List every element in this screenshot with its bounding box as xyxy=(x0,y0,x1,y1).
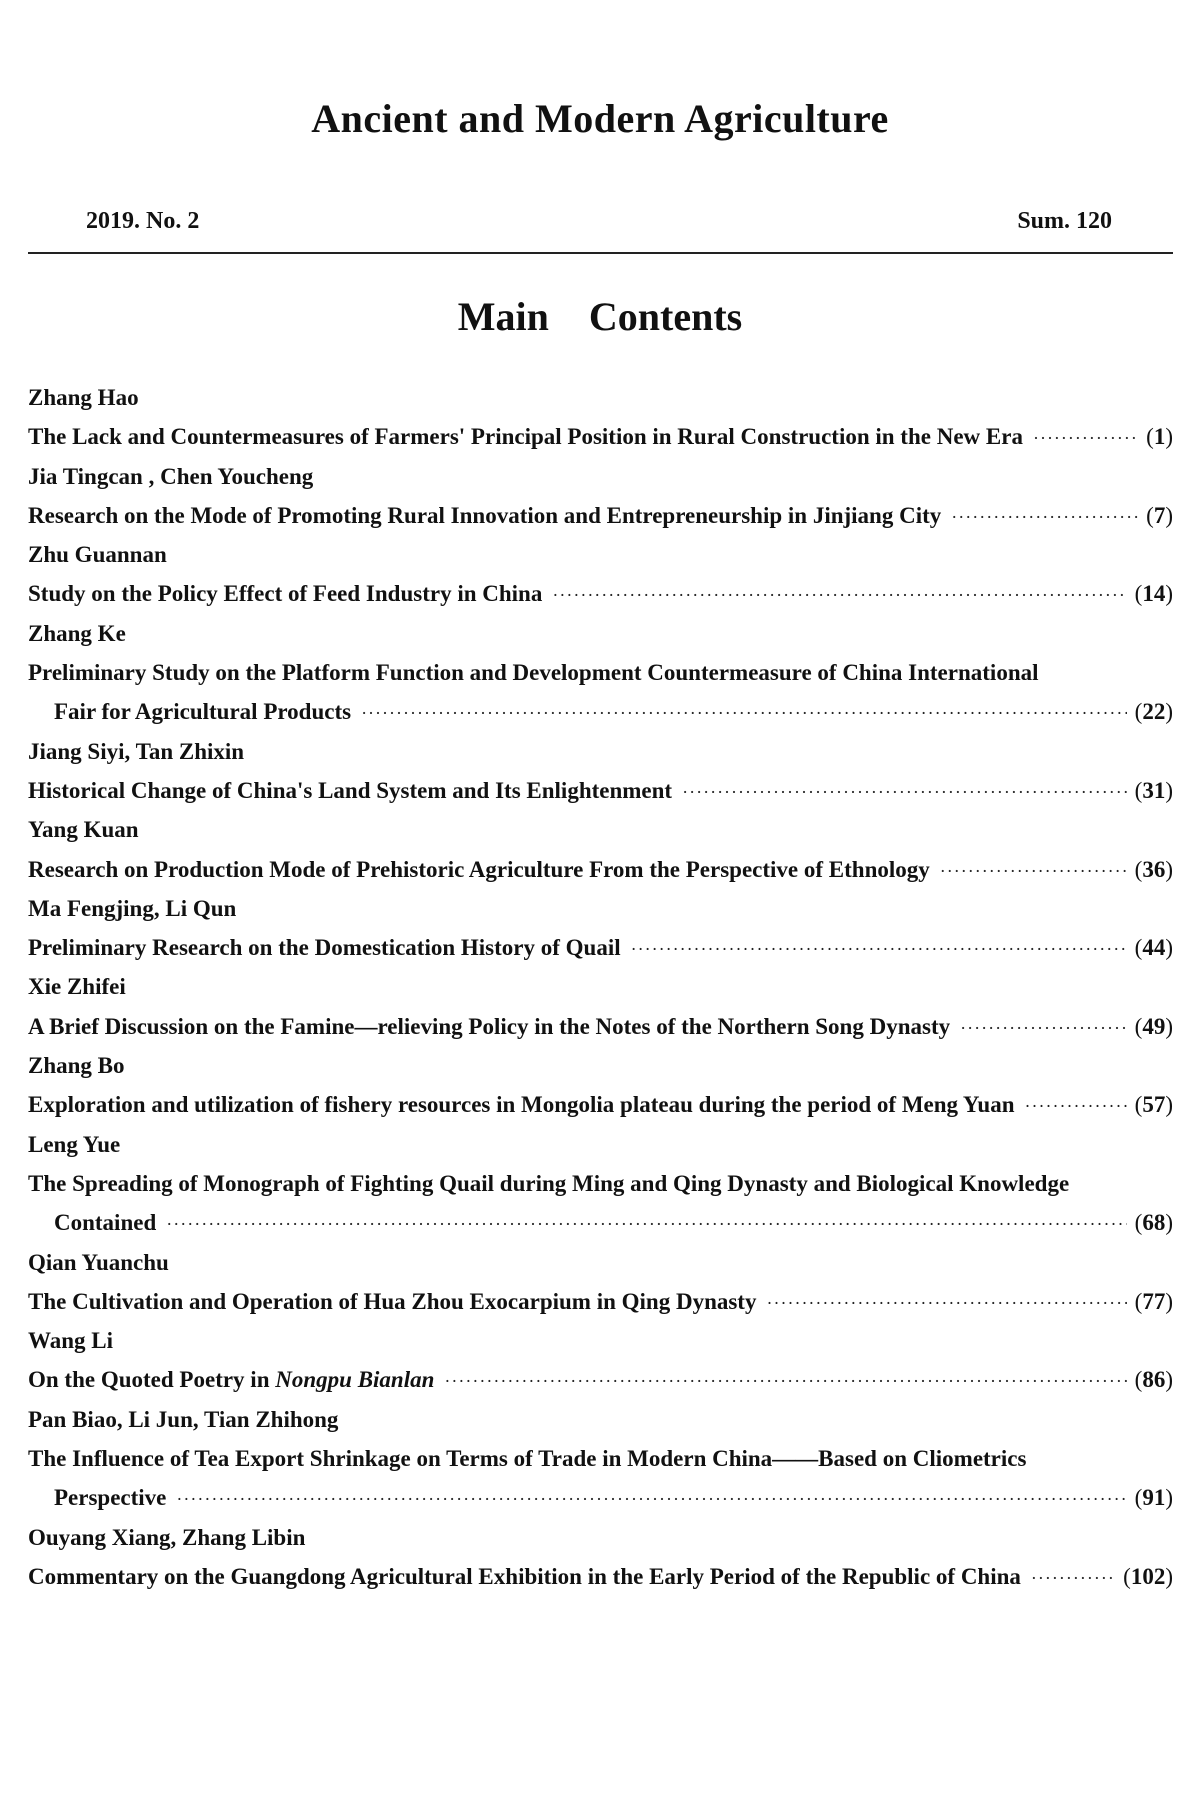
page-number: ( 68 ) xyxy=(1135,1203,1173,1242)
entry-title-continuation[interactable] xyxy=(28,1203,1173,1242)
entry-title: Research on Production Mode of Prehistoric Agriculture From the Perspective of Ethnology xyxy=(28,856,930,882)
entry-title: The Cultivation and Operation of Hua Zhou Exocarpium in Qing Dynasty xyxy=(28,1288,757,1314)
dot-leader xyxy=(960,1009,1127,1048)
entry-title-line[interactable] xyxy=(28,771,1173,810)
entry-authors: Qian Yuanchu xyxy=(28,1249,169,1275)
entry-authors: Pan Biao, Li Jun, Tian Zhihong xyxy=(28,1406,339,1432)
page-number: ( 102 ) xyxy=(1123,1557,1173,1596)
entry-title-line[interactable] xyxy=(28,574,1173,613)
dot-leader xyxy=(166,1205,1126,1244)
entry-authors: Zhang Ke xyxy=(28,620,126,646)
dot-leader xyxy=(766,1284,1126,1323)
dot-leader xyxy=(940,852,1127,891)
entry-title: Preliminary Study on the Platform Function and Development Countermeasure of China International xyxy=(28,660,1039,686)
entry-authors: Zhang Hao xyxy=(28,385,139,410)
dot-leader xyxy=(1031,1559,1115,1598)
dot-leader xyxy=(552,576,1126,615)
entry-title-line[interactable] xyxy=(28,653,1173,692)
entry-title-line[interactable] xyxy=(28,850,1173,889)
entry-title: Fair for Agricultural Products xyxy=(54,699,352,725)
entry-title-continuation[interactable] xyxy=(28,692,1173,731)
entry-title: Commentary on the Guangdong Agricultural Exhibition in the Early Period of the Republic of China xyxy=(28,1563,1021,1589)
dot-leader xyxy=(1033,419,1138,458)
dot-leader xyxy=(1025,1087,1127,1126)
entry-title: The Lack and Countermeasures of Farmers' Principal Position in Rural Construction in the New Era xyxy=(28,424,1023,450)
entry-title: Historical Change of China's Land System and Its Enlightenment xyxy=(28,777,673,803)
entry-authors: Xie Zhifei xyxy=(28,974,126,1000)
page-number: ( 44 ) xyxy=(1135,928,1173,967)
entry-title: Preliminary Research on the Domestication History of Quail xyxy=(28,935,621,961)
italic-book-title: Nongpu Bianlan xyxy=(275,1367,435,1393)
dot-leader xyxy=(444,1362,1126,1401)
entry-authors: Zhu Guannan xyxy=(28,542,167,568)
entry-title-line[interactable] xyxy=(28,1360,1173,1399)
page-number: ( 91 ) xyxy=(1135,1478,1173,1517)
dot-leader xyxy=(951,498,1138,537)
dot-leader xyxy=(176,1480,1126,1519)
issue-row xyxy=(86,208,1112,235)
entry-title: Study on the Policy Effect of Feed Industry in China xyxy=(28,581,543,607)
page-number: ( 77 ) xyxy=(1135,1282,1173,1321)
dot-leader xyxy=(361,694,1127,733)
entry-title xyxy=(28,1360,434,1399)
page-number: ( 57 ) xyxy=(1135,1085,1173,1124)
sum-number: Sum. 120 xyxy=(1017,208,1112,234)
entry-authors: Wang Li xyxy=(28,1328,114,1354)
entry-authors: Ma Fengjing, Li Qun xyxy=(28,895,237,921)
entry-authors: Leng Yue xyxy=(28,1131,121,1157)
entry-title-line[interactable] xyxy=(28,1007,1173,1046)
page-number: ( 14 ) xyxy=(1135,574,1173,613)
entry-title: The Influence of Tea Export Shrinkage on Terms of Trade in Modern China——Based on Cliometrics xyxy=(28,1446,1027,1472)
entry-title-line[interactable] xyxy=(28,928,1173,967)
entry-authors: Ouyang Xiang, Zhang Libin xyxy=(28,1524,306,1550)
entry-title-line[interactable] xyxy=(28,1282,1173,1321)
entry-title-line[interactable] xyxy=(28,496,1173,535)
entry-title-line[interactable] xyxy=(28,1164,1173,1203)
entry-title: The Spreading of Monograph of Fighting Quail during Ming and Qing Dynasty and Biological Knowledge xyxy=(28,1170,1070,1196)
page-number: ( 49 ) xyxy=(1135,1007,1173,1046)
issue-number: 2019. No. 2 xyxy=(86,208,200,234)
dot-leader xyxy=(682,773,1127,812)
entry-title: Research on the Mode of Promoting Rural Innovation and Entrepreneurship in Jinjiang City xyxy=(28,502,942,528)
journal-title: Ancient and Modern Agriculture xyxy=(311,96,889,141)
header-divider xyxy=(28,252,1173,254)
entry-title-prefix: On the Quoted Poetry in xyxy=(28,1367,276,1393)
dot-leader xyxy=(631,930,1127,969)
page-number: ( 1 ) xyxy=(1146,417,1173,456)
entry-authors: Jia Tingcan , Chen Youcheng xyxy=(28,463,314,489)
table-of-contents xyxy=(28,378,1173,1596)
page-number: ( 22 ) xyxy=(1135,692,1173,731)
page-number: ( 7 ) xyxy=(1146,496,1173,535)
entry-title: Exploration and utilization of fishery resources in Mongolia plateau during the period of Meng Yuan xyxy=(28,1092,1015,1118)
entry-title-line[interactable] xyxy=(28,1439,1173,1478)
contents-heading: Main Contents xyxy=(457,294,743,339)
page-number: ( 86 ) xyxy=(1135,1360,1173,1399)
entry-authors: Jiang Siyi, Tan Zhixin xyxy=(28,738,245,764)
entry-title-line[interactable] xyxy=(28,417,1173,456)
entry-title: Contained xyxy=(54,1210,157,1236)
page-number: ( 36 ) xyxy=(1135,850,1173,889)
entry-title: Perspective xyxy=(54,1485,167,1511)
entry-authors: Zhang Bo xyxy=(28,1053,125,1079)
entry-title-continuation[interactable] xyxy=(28,1478,1173,1517)
entry-authors: Yang Kuan xyxy=(28,817,139,843)
page-number: ( 31 ) xyxy=(1135,771,1173,810)
entry-title: A Brief Discussion on the Famine—relieving Policy in the Notes of the Northern Song Dynasty xyxy=(28,1013,951,1039)
entry-title-line[interactable] xyxy=(28,1085,1173,1124)
entry-title-line[interactable] xyxy=(28,1557,1173,1596)
